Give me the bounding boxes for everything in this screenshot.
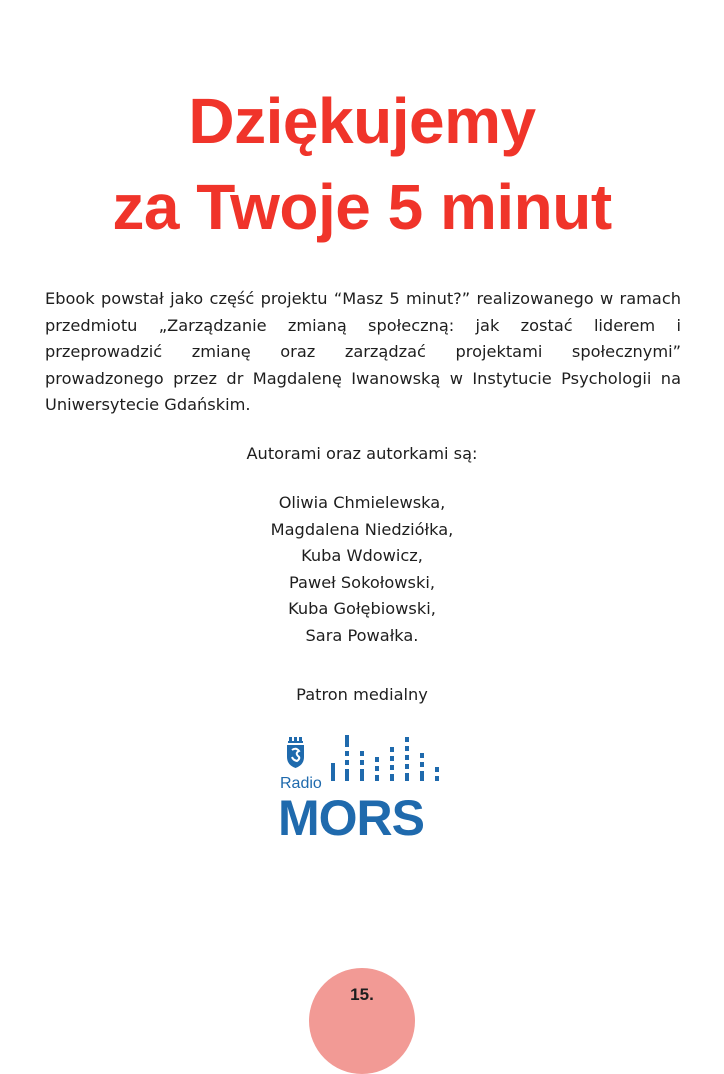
logo-mors-text: MORS	[278, 790, 424, 846]
author-name: Sara Powałka.	[305, 625, 419, 645]
author-name: Paweł Sokołowski,	[289, 572, 435, 592]
author-name: Magdalena Niedziółka,	[270, 519, 454, 539]
authors-heading: Autorami oraz autorkami są:	[246, 444, 478, 463]
page-title	[0, 78, 724, 250]
author-name: Kuba Wdowicz,	[301, 546, 423, 565]
logo-shield-icon	[287, 737, 304, 768]
intro-paragraph: Ebook powstał jako część projektu “Masz 5 minut?” realizowanego w ramach przedmiotu „Zarządzanie zmianą społeczną: jak zostać liderem i przeprowadzić zmianę oraz zarządzać projektami społecznymi” prowadzonego przez dr Magdalenę Iwanowską w Instytucie Psychologii na Uniwersytecie Gdańskim.	[45, 289, 681, 414]
patron-label: Patron medialny	[296, 685, 428, 704]
radio-mors-logo	[280, 733, 448, 845]
title-line-1: Dziękujemy	[188, 85, 536, 157]
author-name: Kuba Gołębiowski,	[288, 599, 436, 618]
logo-radio-text: Radio	[280, 775, 322, 792]
page-number: 15.	[350, 985, 374, 1004]
page-number-badge	[309, 968, 415, 1074]
authors-list	[0, 490, 724, 649]
title-line-2: za Twoje 5 minut	[112, 171, 612, 243]
author-name: Oliwia Chmielewska,	[278, 493, 446, 512]
